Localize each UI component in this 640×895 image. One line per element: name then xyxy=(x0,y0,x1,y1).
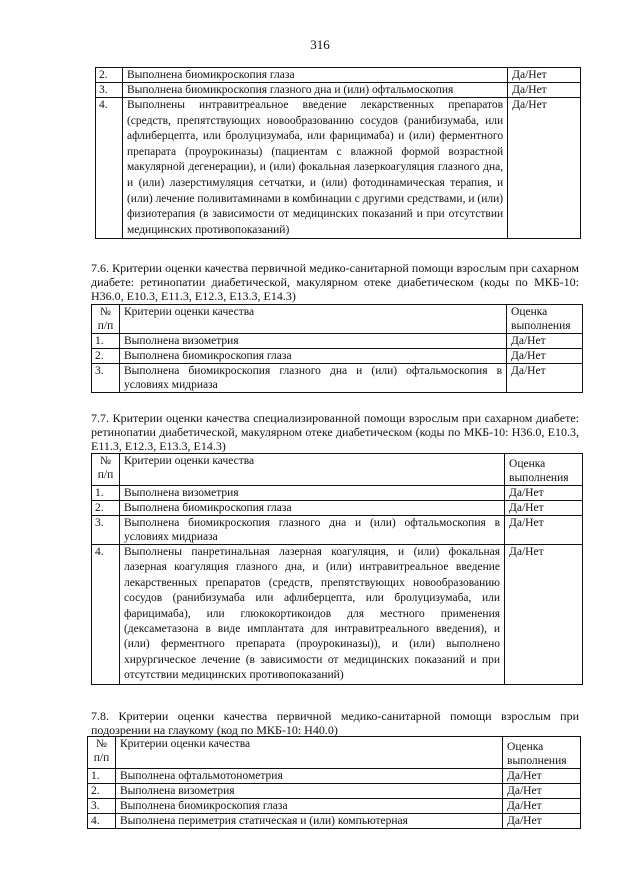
table-row xyxy=(88,814,581,829)
header-criteria: Критерии оценки качества xyxy=(119,454,504,486)
section-heading-7-8: 7.8. Критерии оценки качества первичной медико-санитарной помощи взрослым при подозрении на глаукому (код по МКБ-10: H40.0) xyxy=(91,709,579,737)
section-heading-7-6: 7.6. Критерии оценки качества первичной медико-санитарной помощи взрослым при сахарном диабете: ретинопатии диабетической, макулярном отеке диабетическом (коды по МКБ-10: H36.0, E10.3, E11.3, E12.3, E13.3, E14.3) xyxy=(91,261,579,303)
header-criteria: Критерии оценки качества xyxy=(119,305,506,334)
row-grade: Да/Нет xyxy=(505,501,583,516)
table-row xyxy=(92,545,583,685)
section-heading-7-7: 7.7. Критерии оценки качества специализированной помощи взрослым при сахарном диабете: ретинопатии диабетической, макулярном отеке диабетическом (коды по МКБ-10: H36.0, E10.3, E11.3, E12.3, E13.3, E14.3) xyxy=(91,411,579,453)
row-grade: Да/Нет xyxy=(503,784,581,799)
row-criteria: Выполнена биомикроскопия глаза xyxy=(119,349,506,364)
row-grade: Да/Нет xyxy=(505,516,583,545)
table-row xyxy=(88,784,581,799)
table-header xyxy=(92,305,583,334)
row-criteria: Выполнена офтальмотонометрия xyxy=(115,769,502,784)
row-number: 4. xyxy=(88,814,116,829)
row-criteria: Выполнены интравитреальное введение лекарственных препаратов (средств, препятствующих новообразованию сосудов (ранибизумаба, или афлиберцепта, или бролуцизумаба, или фарицимаба) и (или) ферментного препарата (проурокиназы) (пациентам с влажной формой возрастной макулярной дегенерации), и (или) фокальная лазеркоагуляция глазного дна, и (или) лазерстимуляция сетчатки, и (или) фотодинамическая терапия, и (или) лечение поливитаминами в комбинации с другими средствами, и (или) физиотерапия (в зависимости от медицинских показаний и при отсутствии медицинских противопоказаний) xyxy=(122,98,507,239)
row-number: 1. xyxy=(92,486,120,501)
header-grade: Оценка выполнения xyxy=(505,454,583,486)
row-criteria: Выполнена визометрия xyxy=(115,784,502,799)
table-row xyxy=(96,98,581,239)
row-number: 3. xyxy=(92,516,120,545)
row-number: 3. xyxy=(92,364,120,393)
header-number: № п/п xyxy=(88,737,116,769)
table-row xyxy=(92,501,583,516)
table-row xyxy=(92,486,583,501)
table-header xyxy=(88,737,581,769)
row-grade: Да/Нет xyxy=(503,769,581,784)
row-number: 3. xyxy=(96,83,123,98)
row-number: 4. xyxy=(92,545,120,685)
row-grade: Да/Нет xyxy=(507,364,583,393)
row-grade: Да/Нет xyxy=(507,349,583,364)
header-grade: Оценка выполнения xyxy=(507,305,583,334)
row-criteria: Выполнена визометрия xyxy=(119,486,504,501)
row-grade: Да/Нет xyxy=(503,799,581,814)
table-row xyxy=(92,334,583,349)
table-row xyxy=(96,68,581,83)
row-criteria: Выполнена периметрия статическая и (или) компьютерная xyxy=(115,814,502,829)
table-row xyxy=(92,516,583,545)
row-number: 2. xyxy=(92,501,120,516)
table-row xyxy=(88,769,581,784)
row-grade: Да/Нет xyxy=(508,68,581,83)
row-number: 1. xyxy=(92,334,120,349)
row-criteria: Выполнены панретинальная лазерная коагуляция, и (или) фокальная лазерная коагуляция глазного дна, и (или) интравитреальное введение лекарственных препаратов (средств, препятствующих новообразованию сосудов (ранибизумаба или афлиберцепта, или бролуцизумаба, или фарицимаба), или глюкокортикоидов для местного применения (дексаметазона в виде имплантата для интравитреального введения), и (или) ферментного препарата (проурокиназы)), и (или) выполнено хирургическое лечение (в зависимости от медицинских показаний и при отсутствии медицинских противопоказаний) xyxy=(119,545,504,685)
table-7-8 xyxy=(87,736,581,829)
table-row xyxy=(92,349,583,364)
header-grade: Оценка выполнения xyxy=(503,737,581,769)
row-number: 2. xyxy=(88,784,116,799)
row-grade: Да/Нет xyxy=(507,334,583,349)
row-grade: Да/Нет xyxy=(505,486,583,501)
row-criteria: Выполнена биомикроскопия глазного дна и (или) офтальмоскопия xyxy=(122,83,507,98)
row-number: 3. xyxy=(88,799,116,814)
row-criteria: Выполнена биомикроскопия глаза xyxy=(119,501,504,516)
row-criteria: Выполнена биомикроскопия глаза xyxy=(122,68,507,83)
header-criteria: Критерии оценки качества xyxy=(115,737,502,769)
table-header xyxy=(92,454,583,486)
page-number: 316 xyxy=(310,37,330,52)
row-number: 2. xyxy=(92,349,120,364)
row-number: 4. xyxy=(96,98,123,239)
table-row xyxy=(92,364,583,393)
header-number: № п/п xyxy=(92,454,120,486)
row-grade: Да/Нет xyxy=(508,83,581,98)
header-number: № п/п xyxy=(92,305,120,334)
row-criteria: Выполнена визометрия xyxy=(119,334,506,349)
row-criteria: Выполнена биомикроскопия глазного дна и (или) офтальмоскопия в условиях мидриаза xyxy=(119,364,506,393)
table-7-6 xyxy=(91,304,583,393)
row-number: 2. xyxy=(96,68,123,83)
row-grade: Да/Нет xyxy=(505,545,583,685)
table-row xyxy=(96,83,581,98)
row-criteria: Выполнена биомикроскопия глаза xyxy=(115,799,502,814)
row-criteria: Выполнена биомикроскопия глазного дна и (или) офтальмоскопия в условиях мидриаза xyxy=(119,516,504,545)
table-top xyxy=(95,67,581,239)
row-number: 1. xyxy=(88,769,116,784)
row-grade: Да/Нет xyxy=(508,98,581,239)
row-grade: Да/Нет xyxy=(503,814,581,829)
table-7-7 xyxy=(91,453,583,685)
table-row xyxy=(88,799,581,814)
